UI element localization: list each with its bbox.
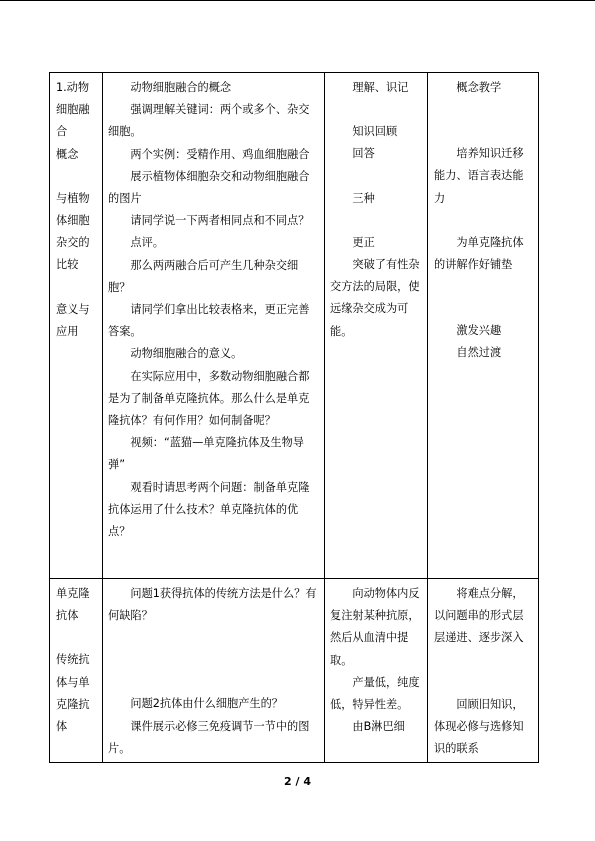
spacer: [56, 166, 98, 188]
spacer: [56, 277, 98, 299]
topic-line: 与植物体细胞杂交的比较: [56, 191, 90, 272]
activity-paragraph: 动物细胞融合的意义。: [130, 347, 243, 361]
student-line: 向动物体内反复注射某种抗原，然后从血清中提取。: [330, 587, 420, 667]
activity-paragraph: 请同学说一下两者相同点和不同点？: [130, 214, 310, 228]
student-line: 三种: [352, 191, 375, 205]
student-activity-cell: [325, 579, 428, 763]
spacer: [108, 649, 319, 671]
intent-line: 自然过渡: [456, 346, 502, 360]
activity-paragraph: 课件展示必修三免疫调节一节中的图片。: [108, 719, 310, 755]
student-line: 突破了有性杂交方法的局限，使远缘杂交成为可能。: [330, 258, 420, 338]
intent-line: 回顾旧知识，体现必修与选修知识的联系: [434, 697, 524, 756]
intent-line: 概念教学: [456, 81, 502, 94]
spacer: [108, 671, 319, 693]
spacer: [434, 276, 534, 298]
student-activity-cell: [325, 73, 428, 579]
spacer: [330, 99, 423, 121]
activity-paragraph: 问题2抗体由什么细胞产生的？: [130, 697, 283, 711]
activity-paragraph: 在实际应用中，多数动物细胞融合都是为了制备单克隆抗体。那么什么是单克隆抗体？有何作用？如何制备呢？: [108, 369, 310, 428]
spacer: [434, 210, 534, 232]
topic-line: 概念: [56, 147, 79, 161]
intent-line: 将难点分解，以问题串的形式层层递进、逐步深入: [434, 587, 524, 645]
spacer: [56, 627, 98, 649]
student-line: 知识回顾: [352, 125, 398, 139]
student-line: 由B淋巴细: [352, 720, 405, 734]
page-number: 2 / 4: [284, 775, 311, 788]
activity-paragraph: 视频：“蓝猫—单克隆抗体及生物导弹”: [108, 436, 304, 472]
topic-cell: [50, 73, 103, 579]
teacher-activity-cell: [103, 73, 325, 579]
spacer: [434, 121, 534, 143]
table-row: [50, 73, 539, 579]
intent-line: 培养知识迁移能力、语言表达能力: [434, 147, 524, 205]
teacher-activity-cell: [103, 579, 325, 763]
activity-paragraph: 请同学们拿出比较表格来，更正完善答案。: [108, 303, 310, 339]
student-line: 产量低，纯度低，特异性差。: [330, 675, 420, 712]
topic-line: 单克隆抗体: [56, 587, 90, 623]
intent-line: 激发兴趣: [456, 324, 502, 338]
activity-paragraph: 问题1获得抗体的传统方法是什么？有何缺陷？: [108, 587, 317, 623]
page-top-rule: [0, 0, 595, 1]
activity-paragraph: 点评。: [130, 236, 164, 250]
design-intent-cell: [428, 73, 539, 579]
activity-paragraph: 观看时请思考两个问题：制备单克隆抗体运用了什么技术？单克隆抗体的优点？: [108, 480, 310, 539]
activity-paragraph: 两个实例：受精作用、鸡血细胞融合: [130, 147, 310, 161]
activity-paragraph: 动物细胞融合的概念: [130, 81, 232, 94]
design-intent-cell: [428, 579, 539, 763]
activity-paragraph: 强调理解关键词：两个或多个、杂交细胞。: [108, 103, 310, 139]
spacer: [434, 650, 534, 672]
student-line: 更正: [352, 235, 375, 249]
spacer: [434, 298, 534, 320]
topic-line: 1.动物细胞融合: [56, 81, 90, 139]
spacer: [330, 166, 423, 188]
topic-cell: [50, 579, 103, 763]
intent-line: 为单克隆抗体的讲解作好铺垫: [434, 235, 524, 272]
activity-paragraph: 那么两两融合后可产生几种杂交细胞？: [108, 258, 299, 294]
spacer: [434, 99, 534, 121]
spacer: [434, 672, 534, 694]
lesson-plan-table: [49, 72, 539, 763]
student-line: 回答: [352, 147, 375, 161]
spacer: [108, 627, 319, 649]
activity-paragraph: 展示植物体细胞杂交和动物细胞融合的图片: [108, 169, 310, 206]
table-row: [50, 579, 539, 763]
spacer: [330, 210, 423, 232]
topic-line: 意义与应用: [56, 302, 90, 338]
student-line: 理解、识记: [352, 81, 409, 94]
topic-line: 传统抗体与单克隆抗体: [56, 653, 90, 734]
